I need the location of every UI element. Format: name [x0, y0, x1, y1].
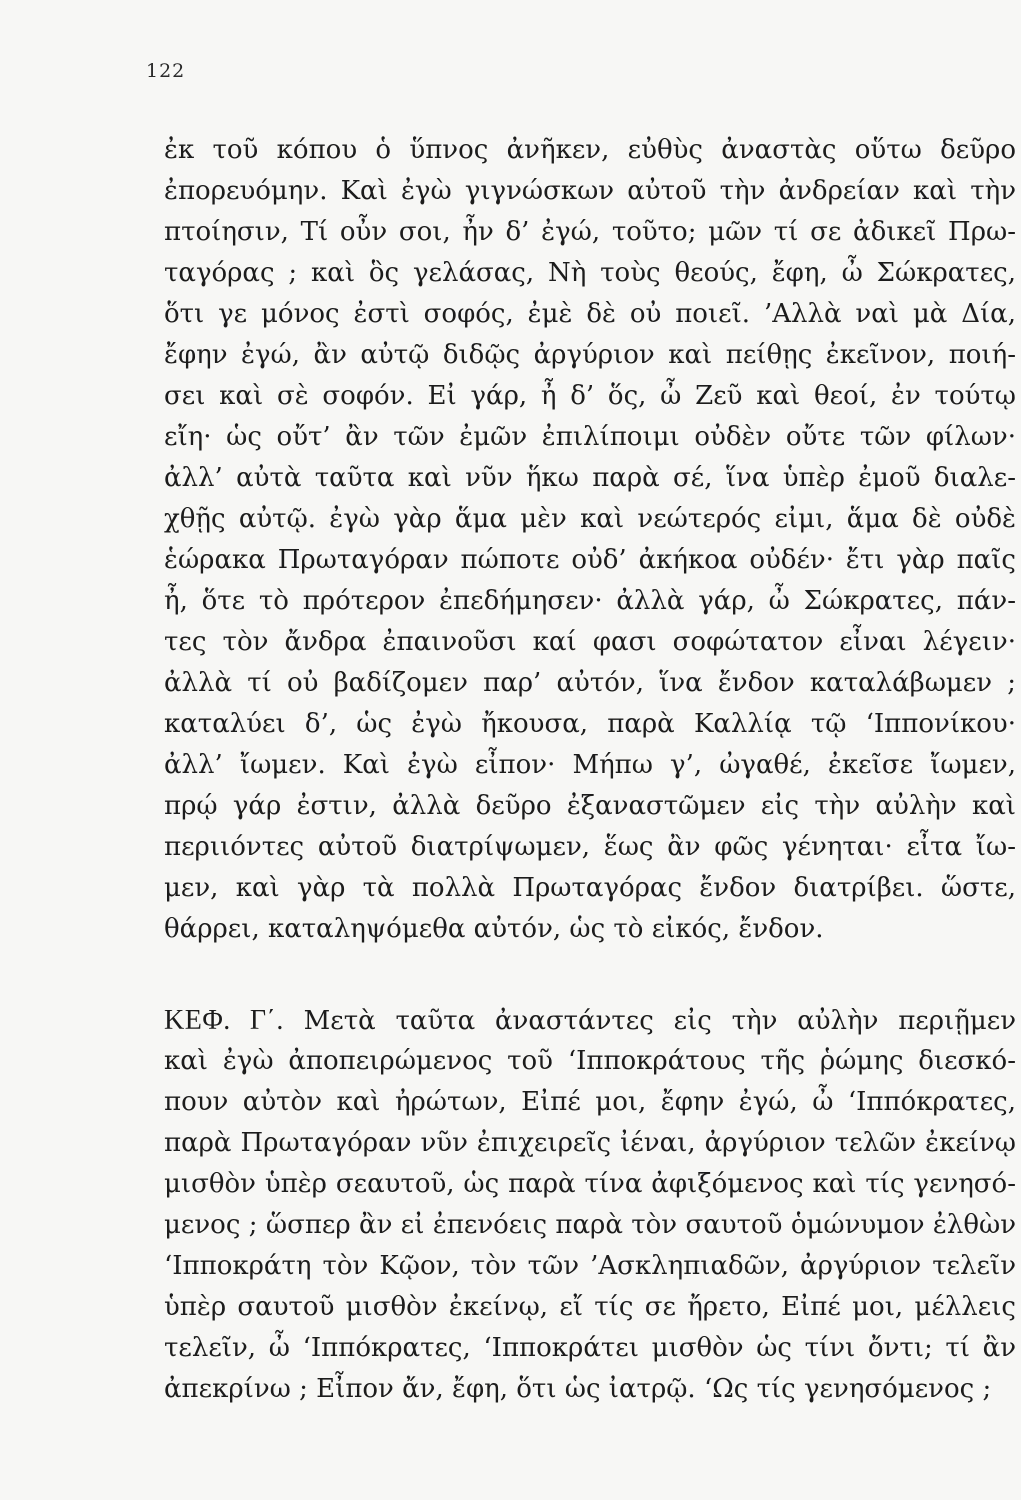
text-line: ταγόρας ; καὶ ὃς γελάσας, Νὴ τοὺς θεούς, ἔφη, ὦ Σώκρατες, [164, 258, 1016, 288]
chapter-first-line-text: Μετὰ ταῦτα ἀναστάντες εἰς τὴν αὐλὴν περιῇμεν [303, 1006, 1016, 1036]
text-line: ἐπορευόμην. Καὶ ἐγὼ γιγνώσκων αὐτοῦ τὴν ἀνδρείαν καὶ τὴν [164, 176, 1016, 206]
text-line: ἦ, ὅτε τὸ πρότερον ἐπεδήμησεν· ἀλλὰ γάρ, ὦ Σώκρατες, πάν- [164, 586, 1016, 616]
text-line: ἀλλὰ τί οὐ βαδίζομεν παρ’ αὐτόν, ἵνα ἔνδον καταλάβωμεν ; [164, 668, 1016, 698]
text-line: παρὰ Πρωταγόραν νῦν ἐπιχειρεῖς ἰέναι, ἀργύριον τελῶν ἐκείνῳ [164, 1128, 1016, 1158]
text-line: ἑώρακα Πρωταγόραν πώποτε οὐδ’ ἀκήκοα οὐδέν· ἔτι γὰρ παῖς [164, 545, 1016, 575]
text-line: ἀλλ’ αὐτὰ ταῦτα καὶ νῦν ἥκω παρὰ σέ, ἵνα ὑπὲρ ἐμοῦ διαλε- [164, 463, 1016, 493]
chapter-label: ΚΕΦ. Γ΄. [164, 1005, 284, 1036]
text-line: μισθὸν ὑπὲρ σεαυτοῦ, ὡς παρὰ τίνα ἀφιξόμενος καὶ τίς γενησό- [164, 1169, 1016, 1199]
chapter-first-line [164, 1000, 1016, 1041]
text-line: εἴη· ὡς οὔτ’ ἂν τῶν ἐμῶν ἐπιλίποιμι οὐδὲν οὔτε τῶν φίλων· [164, 422, 1016, 452]
text-line: καὶ ἐγὼ ἀποπειρώμενος τοῦ ‘Ιπποκράτους τῆς ῥώμης διεσκό- [164, 1046, 1016, 1076]
text-line: θάρρει, καταληψόμεθα αὐτόν, ὡς τὸ εἰκός, ἔνδον. [164, 914, 824, 944]
paragraph-2 [164, 1000, 1016, 1410]
text-line: ἀπεκρίνω ; Εἶπον ἄν, ἔφη, ὅτι ὡς ἰατρῷ. ‘Ως τίς γενησόμενος ; [164, 1374, 992, 1404]
text-line: μεν, καὶ γὰρ τὰ πολλὰ Πρωταγόρας ἔνδον διατρίβει. ὥστε, [164, 873, 1016, 903]
text-line: πτοίησιν, Τί οὖν σοι, ἦν δ’ ἐγώ, τοῦτο; μῶν τί σε ἀδικεῖ Πρω- [164, 217, 1016, 247]
text-line: τες τὸν ἄνδρα ἐπαινοῦσι καί φασι σοφώτατον εἶναι λέγειν· [164, 627, 1016, 657]
text-line: περιιόντες αὐτοῦ διατρίψωμεν, ἕως ἂν φῶς γένηται· εἶτα ἴω- [164, 832, 1016, 862]
text-line: ἔφην ἐγώ, ἂν αὐτῷ διδῷς ἀργύριον καὶ πείθῃς ἐκεῖνον, ποιή- [164, 340, 1016, 370]
text-line: καταλύει δ’, ὡς ἐγὼ ἤκουσα, παρὰ Καλλίᾳ τῷ ‘Ιππονίκου· [164, 709, 1016, 739]
text-line: σει καὶ σὲ σοφόν. Εἰ γάρ, ἦ δ’ ὅς, ὦ Ζεῦ καὶ θεοί, ἐν τούτῳ [164, 381, 1016, 411]
page-number: 122 [146, 60, 186, 82]
text-line: πουν αὐτὸν καὶ ἠρώτων, Εἰπέ μοι, ἔφην ἐγώ, ὦ ‘Ιππόκρατες, [164, 1087, 1016, 1117]
text-line: πρῴ γάρ ἐστιν, ἀλλὰ δεῦρο ἐξαναστῶμεν εἰς τὴν αὐλὴν καὶ [164, 791, 1016, 821]
paragraph-1 [164, 130, 1016, 950]
text-line: ὅτι γε μόνος ἐστὶ σοφός, ἐμὲ δὲ οὐ ποιεῖ. ’Αλλὰ ναὶ μὰ Δία, [164, 299, 1016, 329]
text-line: ἐκ τοῦ κόπου ὁ ὕπνος ἀνῆκεν, εὐθὺς ἀναστὰς οὕτω δεῦρο [164, 135, 1016, 165]
text-line: μενος ; ὥσπερ ἂν εἰ ἐπενόεις παρὰ τὸν σαυτοῦ ὁμώνυμον ἐλθὼν [164, 1210, 1016, 1240]
text-line: ἀλλ’ ἴωμεν. Καὶ ἐγὼ εἶπον· Μήπω γ’, ὠγαθέ, ἐκεῖσε ἴωμεν, [164, 750, 1016, 780]
text-line: ὑπὲρ σαυτοῦ μισθὸν ἐκείνῳ, εἴ τίς σε ἤρετο, Εἰπέ μοι, μέλλεις [164, 1292, 1016, 1322]
text-line: χθῇς αὐτῷ. ἐγὼ γὰρ ἅμα μὲν καὶ νεώτερός εἰμι, ἅμα δὲ οὐδὲ [164, 504, 1016, 534]
text-line: ‘Ιπποκράτη τὸν Κῷον, τὸν τῶν ’Ασκληπιαδῶν, ἀργύριον τελεῖν [164, 1251, 1016, 1281]
text-line: τελεῖν, ὦ ‘Ιππόκρατες, ‘Ιπποκράτει μισθὸν ὡς τίνι ὄντι; τί ἂν [164, 1333, 1016, 1363]
